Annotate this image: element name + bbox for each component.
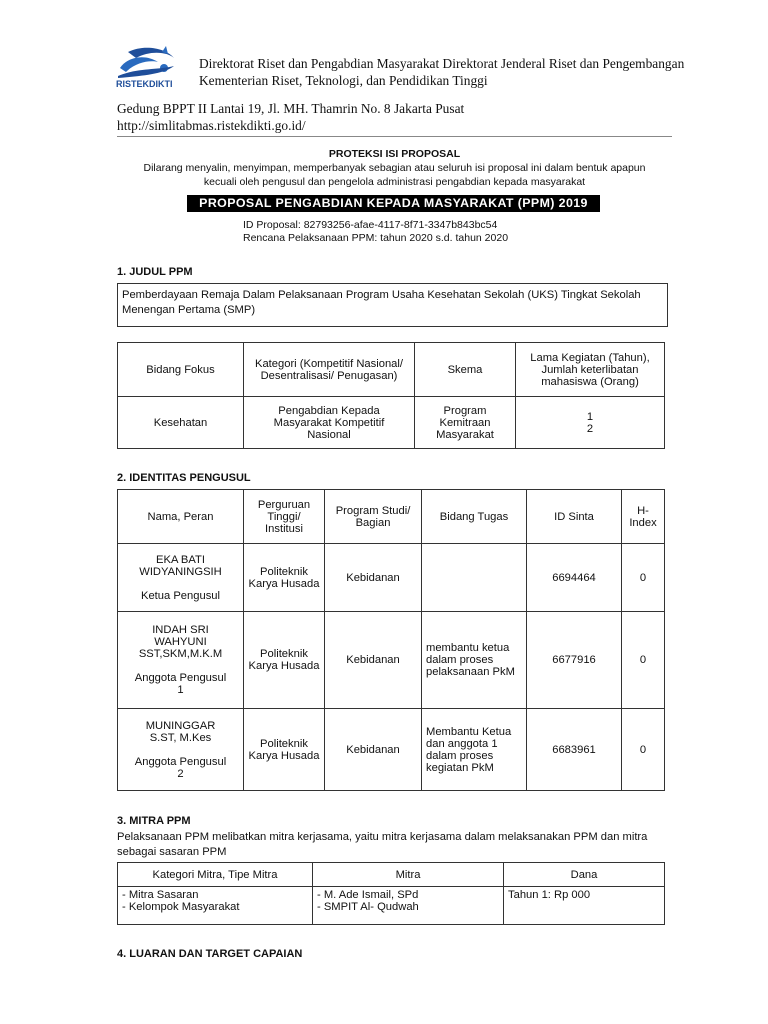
proposal-id: ID Proposal: 82793256-afae-4117-8f71-3347b843bc54 [243, 219, 498, 231]
proposal-meta [243, 219, 508, 246]
pengusul-header-cell: Perguruan Tinggi/ Institusi [244, 490, 325, 544]
logo-text: RISTEKDIKTI [116, 79, 173, 88]
judul-cell: Kesehatan [118, 397, 244, 449]
mitra-header-cell: Mitra [313, 863, 504, 887]
section-1-title: 1. JUDUL PPM [117, 266, 193, 278]
pengusul-cell: 0 [622, 544, 665, 612]
pengusul-cell: Membantu Ketua dan anggota 1 dalam proses kegiatan PkM [422, 709, 527, 791]
pengusul-cell: Kebidanan [325, 544, 422, 612]
table-row [118, 612, 665, 709]
pengusul-cell [422, 544, 527, 612]
section-3-title: 3. MITRA PPM [117, 815, 191, 827]
pengusul-cell: MUNINGGAR S.ST, M.Kes Anggota Pengusul 2 [118, 709, 244, 791]
pengusul-header-cell: H-Index [622, 490, 665, 544]
pengusul-cell: Politeknik Karya Husada [244, 709, 325, 791]
judul-header-cell: Kategori (Kompetitif Nasional/ Desentralisasi/ Penugasan) [244, 343, 415, 397]
address-block [117, 100, 464, 134]
org-header [199, 56, 684, 89]
pengusul-cell: 0 [622, 612, 665, 709]
proposal-schedule: Rencana Pelaksanaan PPM: tahun 2020 s.d. tahun 2020 [243, 232, 509, 245]
pengusul-header-cell: Program Studi/ Bagian [325, 490, 422, 544]
protection-title: PROTEKSI ISI PROPOSAL [328, 148, 461, 160]
judul-cell: Program Kemitraan Masyarakat [415, 397, 516, 449]
protection-line-1: Dilarang menyalin, menyimpan, memperbanyak sebagian atau seluruh isi proposal ini dalam bentuk apapun [143, 162, 646, 174]
pengusul-header-cell: Bidang Tugas [422, 490, 527, 544]
ristekdikti-logo [114, 46, 184, 88]
judul-table [117, 342, 665, 449]
table-row [118, 887, 665, 925]
mitra-header-cell: Kategori Mitra, Tipe Mitra [118, 863, 313, 887]
judul-header-cell: Bidang Fokus [118, 343, 244, 397]
judul-cell: Pengabdian Kepada Masyarakat Kompetitif Nasional [244, 397, 415, 449]
mitra-table [117, 862, 665, 925]
judul-header-cell: Skema [415, 343, 516, 397]
mitra-cell: Tahun 1: Rp 000 [504, 887, 665, 925]
pengusul-cell: Kebidanan [325, 709, 422, 791]
pengusul-cell: 6683961 [527, 709, 622, 791]
judul-header-cell: Lama Kegiatan (Tahun), Jumlah keterlibatan mahasiswa (Orang) [516, 343, 665, 397]
section-4-title: 4. LUARAN DAN TARGET CAPAIAN [117, 948, 303, 960]
org-line-1: Direktorat Riset dan Pengabdian Masyarakat Direktorat Jenderal Riset dan Pengembangan [199, 56, 685, 71]
website-url: http://simlitabmas.ristekdikti.go.id/ [117, 118, 306, 133]
header-divider [117, 136, 672, 137]
pengusul-cell: Politeknik Karya Husada [244, 544, 325, 612]
pengusul-cell: INDAH SRI WAHYUNI SST,SKM,M.K.M Anggota Pengusul 1 [118, 612, 244, 709]
pengusul-cell: Politeknik Karya Husada [244, 612, 325, 709]
judul-cell: 1 2 [516, 397, 665, 449]
pengusul-cell: 6694464 [527, 544, 622, 612]
pengusul-cell: 0 [622, 709, 665, 791]
pengusul-cell: Kebidanan [325, 612, 422, 709]
protection-notice [117, 147, 672, 189]
org-line-2: Kementerian Riset, Teknologi, dan Pendidikan Tinggi [199, 72, 488, 88]
pengusul-cell: membantu ketua dalam proses pelaksanaan PkM [422, 612, 527, 709]
mitra-cell: - Mitra Sasaran - Kelompok Masyarakat [118, 887, 313, 925]
mitra-header-cell: Dana [504, 863, 665, 887]
table-row [118, 544, 665, 612]
mitra-cell: - M. Ade Ismail, SPd - SMPIT Al- Qudwah [313, 887, 504, 925]
table-row [118, 709, 665, 791]
pengusul-header-cell: Nama, Peran [118, 490, 244, 544]
judul-box: Pemberdayaan Remaja Dalam Pelaksanaan Program Usaha Kesehatan Sekolah (UKS) Tingkat Sekolah Menengan Pertama (SMP) [117, 283, 668, 327]
section-2-title: 2. IDENTITAS PENGUSUL [117, 472, 251, 484]
mitra-description: Pelaksanaan PPM melibatkan mitra kerjasama, yaitu mitra kerjasama dalam melaksanakan PPM dan mitra sebagai sasaran PPM [117, 831, 648, 858]
pengusul-cell: 6677916 [527, 612, 622, 709]
pengusul-table [117, 489, 665, 791]
pengusul-cell: EKA BATI WIDYANINGSIH Ketua Pengusul [118, 544, 244, 612]
protection-line-2: kecuali oleh pengusul dan pengelola administrasi pengabdian kepada masyarakat [203, 176, 586, 188]
pengusul-header-cell: ID Sinta [527, 490, 622, 544]
proposal-banner: PROPOSAL PENGABDIAN KEPADA MASYARAKAT (PPM) 2019 [187, 195, 600, 212]
address: Gedung BPPT II Lantai 19, Jl. MH. Thamrin No. 8 Jakarta Pusat [117, 101, 465, 116]
